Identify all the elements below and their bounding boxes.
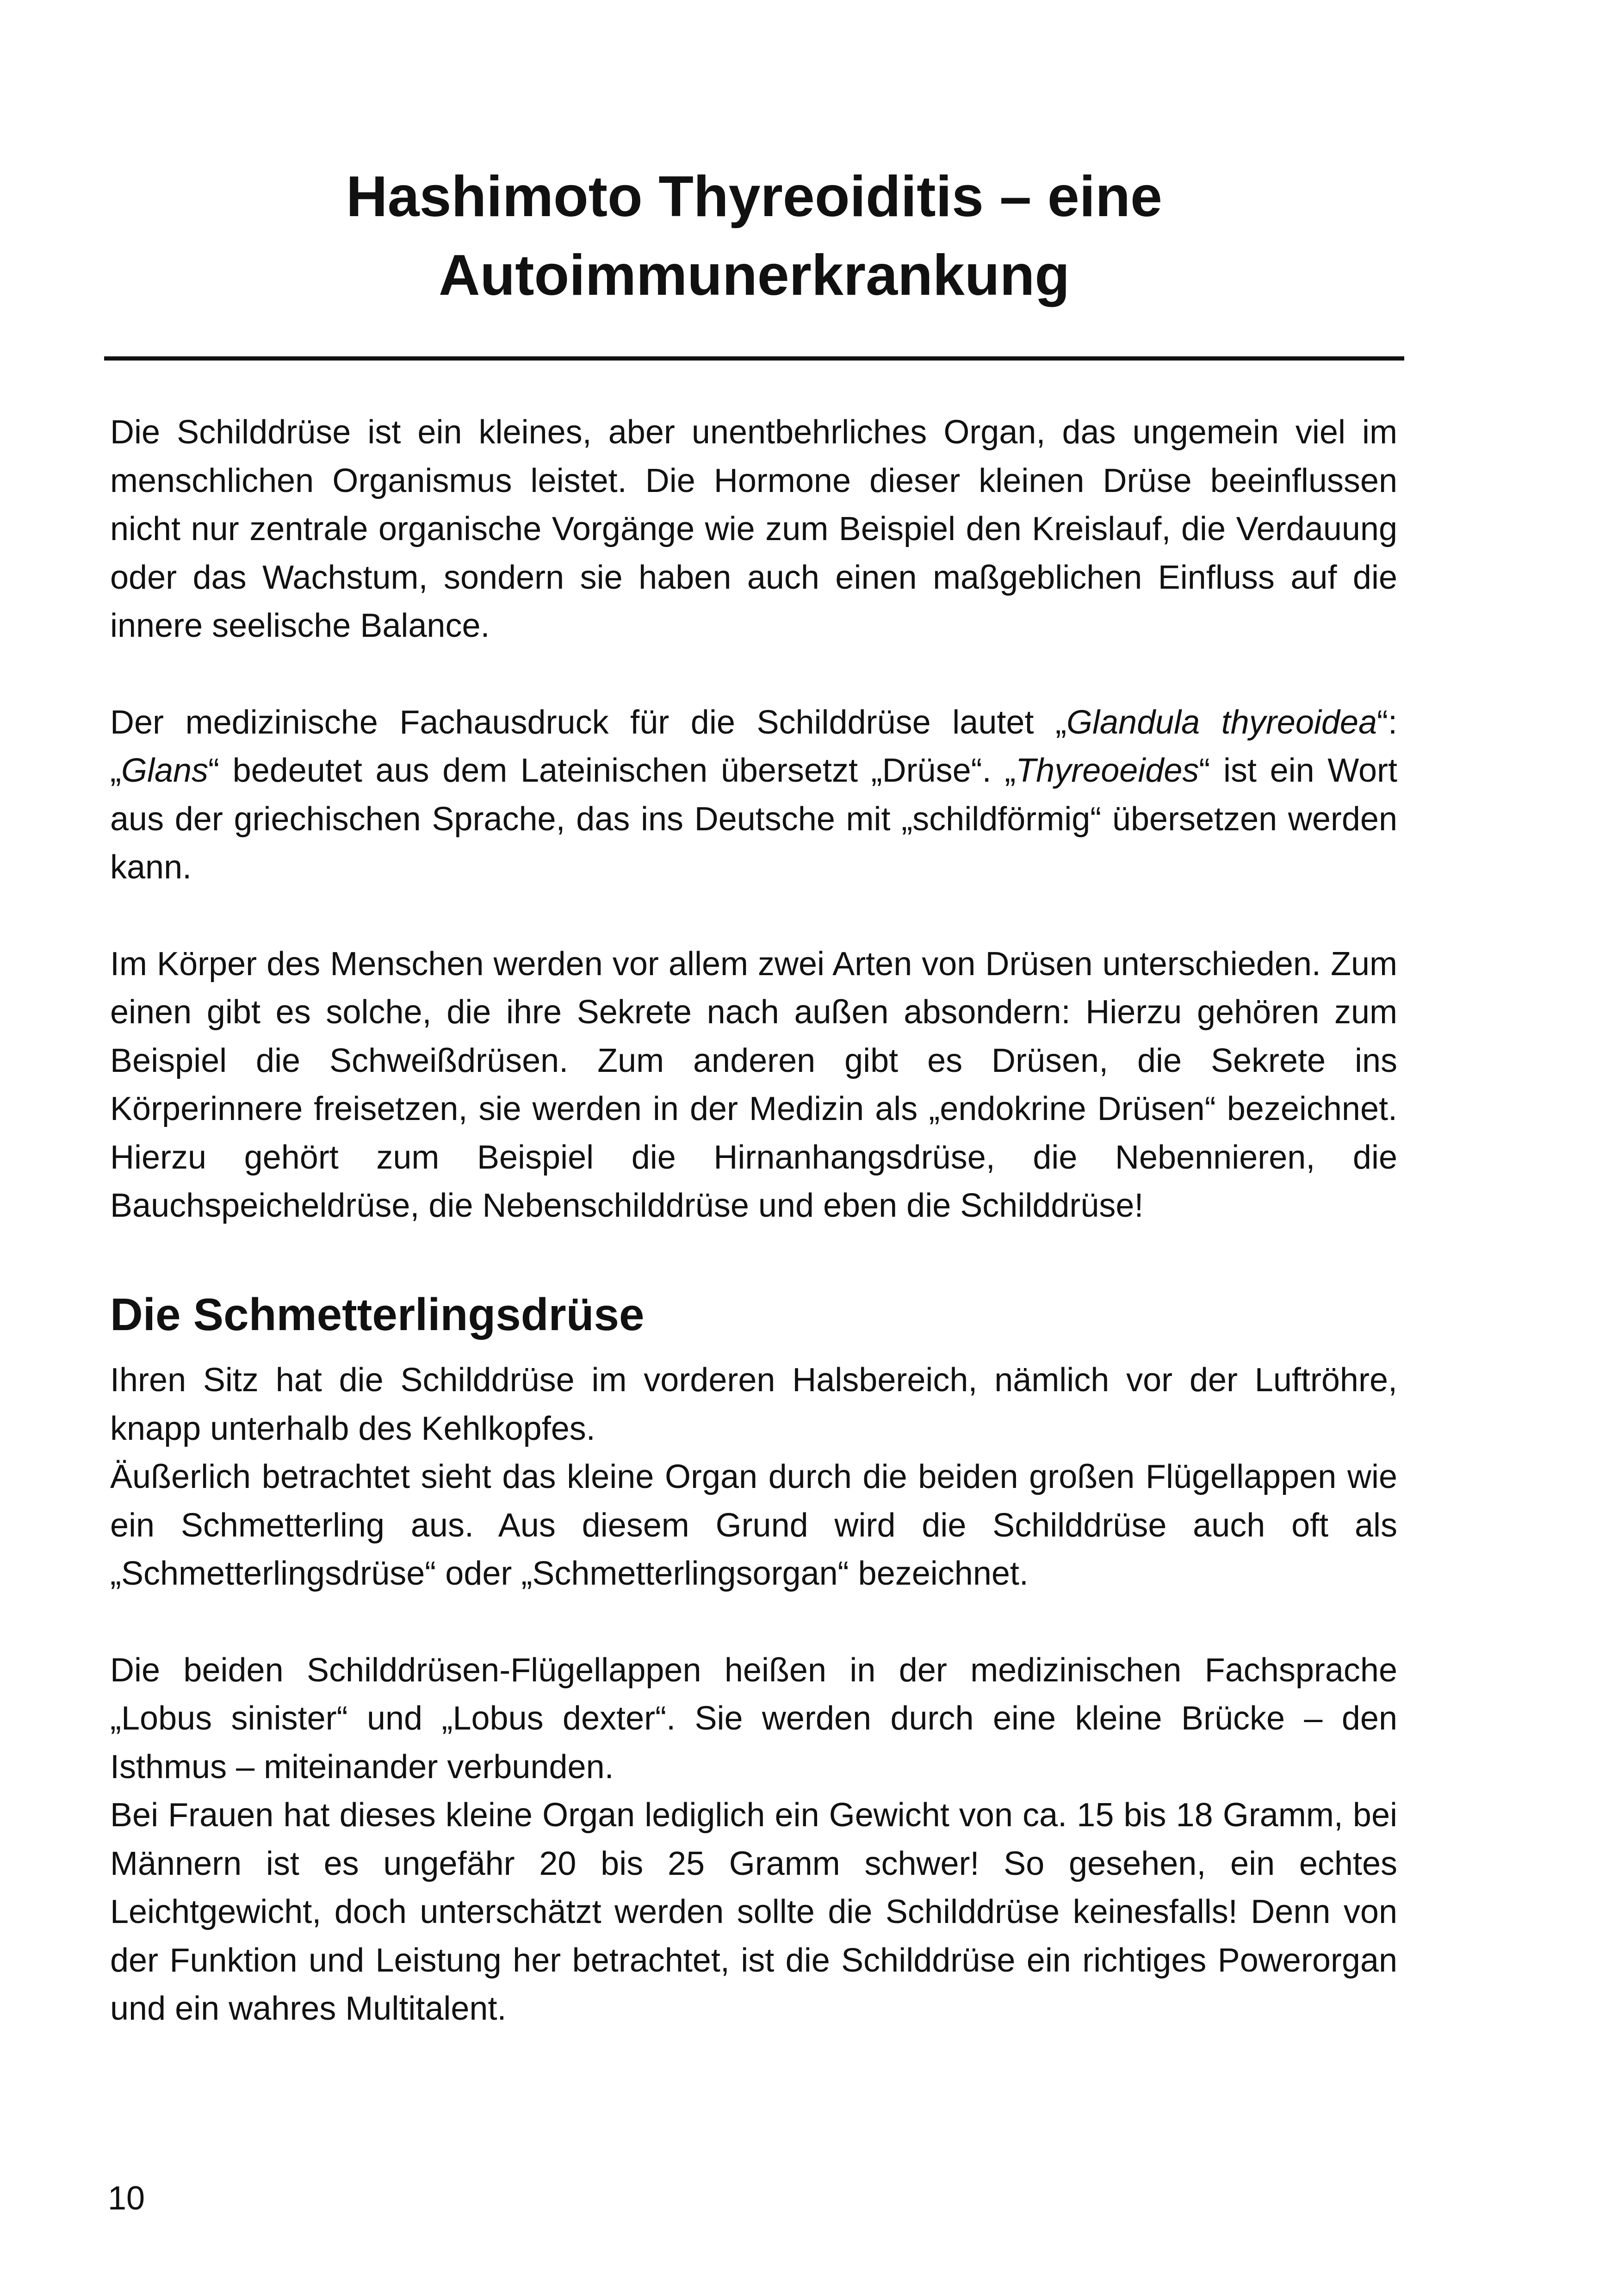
page-number: 10: [108, 2180, 145, 2217]
intro-paragraph-2: [110, 698, 1397, 892]
intro-paragraph-2-text-4: “ ist ein Wort aus der griechischen Sprache, das ins Deutsche mit „schildförmig“ übersetzen werden kann.: [110, 752, 1397, 886]
section-paragraph-1: Ihren Sitz hat die Schilddrüse im vorderen Halsbereich, nämlich vor der Luftröhre, knapp unterhalb des Kehlkopfes.: [110, 1362, 1397, 1447]
intro-text-block: [110, 408, 1397, 1230]
section-paragraph-3: Die beiden Schilddrüsen-Flügellappen heißen in der medizinischen Fachsprache „Lobus sinister“ und „Lobus dexter“. Sie werden durch eine kleine Brücke – den Isthmus – miteinander verbunden.: [110, 1651, 1397, 1786]
intro-paragraph-1: Die Schilddrüse ist ein kleines, aber unentbehrliches Organ, das ungemein viel im menschlichen Organismus leistet. Die Hormone dieser kleinen Drüse beeinflussen nicht nur zentrale organische Vorgänge wie zum Beispiel den Kreislauf, die Verdauung oder das Wachstum, sondern sie haben auch einen maßgeblichen Einfluss auf die innere seelische Balance.: [110, 414, 1397, 644]
intro-paragraph-3: Im Körper des Menschen werden vor allem zwei Arten von Drüsen unterschieden. Zum einen gibt es solche, die ihre Sekrete nach außen absondern: Hierzu gehören zum Beispiel die Schweißdrüsen. Zum anderen gibt es Drüsen, die Sekrete ins Körperinnere freisetzen, sie werden in der Medizin als „endokrine Drüsen“ bezeichnet. Hierzu gehört zum Beispiel die Hirnanhangsdrüse, die Nebennieren, die Bauchspeicheldrüse, die Nebenschilddrüse und eben die Schilddrüse!: [110, 945, 1397, 1224]
intro-paragraph-2-italic-2: Glans: [121, 752, 209, 789]
intro-paragraph-2-text-2: “: „: [110, 703, 1398, 789]
intro-paragraph-2-italic-3: Thyreoeides: [1016, 752, 1199, 789]
intro-paragraph-2-text-1: Der medizinische Fachausdruck für die Schilddrüse lautet „: [110, 703, 1066, 741]
intro-paragraph-2-text-3: “ bedeutet aus dem Lateinischen übersetzt „Drüse“. „: [208, 752, 1016, 789]
page-title-line-1: Hashimoto Thyreoiditis – eine: [346, 165, 1162, 229]
section-text-block: [110, 1356, 1397, 2033]
title-divider: [104, 356, 1404, 361]
page-title-line-2: Autoimmunerkrankung: [438, 243, 1070, 307]
section-heading: Die Schmetterlingsdrüse: [110, 1289, 645, 1340]
section-paragraph-4: Bei Frauen hat dieses kleine Organ lediglich ein Gewicht von ca. 15 bis 18 Gramm, bei Männern ist es ungefähr 20 bis 25 Gramm schwer! So gesehen, ein echtes Leichtgewicht, doch unterschätzt werden sollte die Schilddrüse keinesfalls! Denn von der Funktion und Leistung her betrachtet, ist die Schilddrüse ein richtiges Powerorgan und ein wahres Multitalent.: [110, 1797, 1397, 2027]
intro-paragraph-2-italic-1: Glandula thyreoidea: [1066, 703, 1377, 741]
page-title: [106, 157, 1402, 315]
section-paragraph-2: Äußerlich betrachtet sieht das kleine Organ durch die beiden großen Flügellappen wie ein Schmetterling aus. Aus diesem Grund wird die Schilddrüse auch oft als „Schmetterlingsdrüse“ oder „Schmetterlingsorgan“ bezeichnet.: [110, 1458, 1397, 1592]
